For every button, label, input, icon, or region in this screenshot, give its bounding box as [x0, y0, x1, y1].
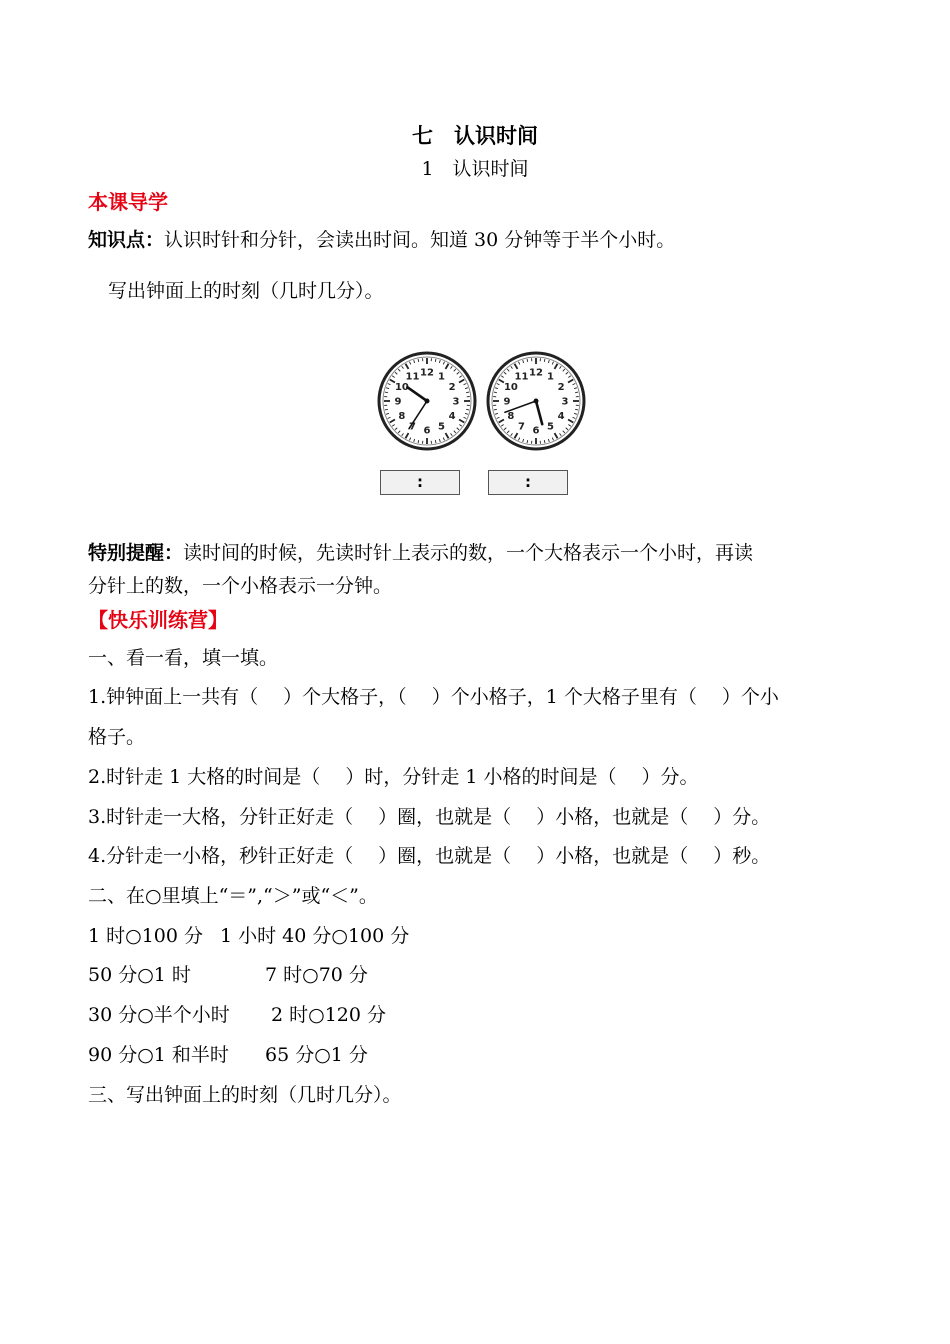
knowledge-text: 认识时针和分针，会读出时间。知道 30 分钟等于半个小时。 — [164, 229, 676, 251]
clock-center — [425, 399, 430, 404]
clock-numeral: 12 — [420, 367, 434, 379]
clock-numeral: 6 — [423, 425, 431, 437]
compare-row-2-right: 7 时○70 分 — [265, 964, 368, 986]
clock-numeral: 11 — [405, 371, 420, 383]
intro-task: 写出钟面上的时刻（几时几分）。 — [108, 280, 384, 302]
minute-tick — [385, 409, 388, 410]
minute-tick — [527, 359, 528, 362]
clock-numeral: 6 — [532, 425, 540, 437]
time-answer-box-2[interactable]: : — [488, 470, 568, 495]
guide-heading: 本课导学 — [88, 190, 168, 214]
minute-tick — [494, 409, 497, 410]
question-1-line-1: 1.钟钟面上一共有（ ）个大格子，（ ）个小格子，1 个大格子里有（ ）个小 — [88, 686, 779, 708]
question-2: 2.时针走 1 大格的时间是（ ）时，分针走 1 小格的时间是（ ）分。 — [88, 766, 699, 788]
page-title: 七 认识时间 — [412, 124, 538, 148]
compare-row-4-right: 65 分○1 分 — [265, 1044, 368, 1066]
camp-heading: 【快乐训练营】 — [88, 608, 228, 632]
minute-tick — [418, 440, 419, 443]
page-subtitle: 1 认识时间 — [421, 158, 529, 180]
minute-tick — [575, 392, 578, 393]
clock-numeral: 4 — [557, 411, 565, 422]
time-answer-box-1[interactable]: : — [380, 470, 460, 495]
clock-numeral: 5 — [547, 421, 554, 433]
clock-numeral: 5 — [438, 421, 445, 433]
minute-tick — [466, 392, 469, 393]
knowledge-point — [88, 227, 675, 253]
section1-title: 一、看一看，填一填。 — [88, 647, 279, 669]
reminder-text-1: 读时间的时候，先读时针上表示的数，一个大格表示一个小时，再读 — [183, 542, 754, 564]
clock-numeral: 3 — [452, 396, 460, 408]
clock-numeral: 9 — [503, 396, 511, 408]
clock-face-2 — [485, 350, 587, 452]
clock-numeral: 3 — [561, 396, 569, 408]
clock-numeral: 1 — [438, 371, 445, 383]
clock-numeral: 7 — [409, 421, 416, 433]
clock-numeral: 1 — [547, 371, 554, 383]
compare-row-3-left: 30 分○半个小时 — [88, 1004, 230, 1026]
minute-tick — [435, 359, 436, 362]
minute-tick — [466, 409, 469, 410]
minute-tick — [385, 392, 388, 393]
question-3: 3.时针走一大格，分针正好走（ ）圈，也就是（ ）小格，也就是（ ）分。 — [88, 806, 771, 828]
clock-numeral: 8 — [398, 411, 406, 422]
minute-tick — [418, 359, 419, 362]
minute-tick — [575, 409, 578, 410]
reminder-label: 特别提醒： — [88, 542, 184, 564]
clock-numeral: 11 — [514, 371, 529, 383]
compare-row-3-right: 2 时○120 分 — [271, 1004, 387, 1026]
minute-tick — [544, 440, 545, 443]
question-1-line-2: 格子。 — [88, 726, 146, 748]
clock-numeral: 7 — [518, 421, 525, 433]
reminder-line-1 — [88, 540, 753, 566]
knowledge-label: 知识点： — [88, 229, 165, 251]
clock-numeral: 2 — [557, 382, 565, 393]
clock-center — [534, 399, 539, 404]
clock-numeral: 10 — [394, 382, 409, 393]
reminder-line-2: 分针上的数，一个小格表示一分钟。 — [88, 575, 393, 597]
compare-row-2-left: 50 分○1 时 — [88, 964, 191, 986]
minute-tick — [544, 359, 545, 362]
section2-title: 二、在○里填上“＝”,“＞”或“＜”。 — [88, 885, 378, 907]
clock-numeral: 4 — [448, 411, 456, 422]
clock-numeral: 10 — [503, 382, 518, 393]
compare-row-4-left: 90 分○1 和半时 — [88, 1044, 229, 1066]
compare-row-1-left: 1 时○100 分 — [88, 925, 204, 947]
clock-numeral: 8 — [507, 411, 515, 422]
minute-tick — [494, 392, 497, 393]
question-4: 4.分针走一小格，秒针正好走（ ）圈，也就是（ ）小格，也就是（ ）秒。 — [88, 845, 771, 867]
clock-numeral: 9 — [394, 396, 402, 408]
clock-numeral: 12 — [529, 367, 543, 379]
compare-row-1-right: 1 小时 40 分○100 分 — [220, 925, 410, 947]
clock-numeral: 2 — [448, 382, 456, 393]
minute-tick — [435, 440, 436, 443]
section3-title: 三、写出钟面上的时刻（几时几分）。 — [88, 1084, 402, 1106]
minute-tick — [527, 440, 528, 443]
clock-face-1 — [376, 350, 478, 452]
